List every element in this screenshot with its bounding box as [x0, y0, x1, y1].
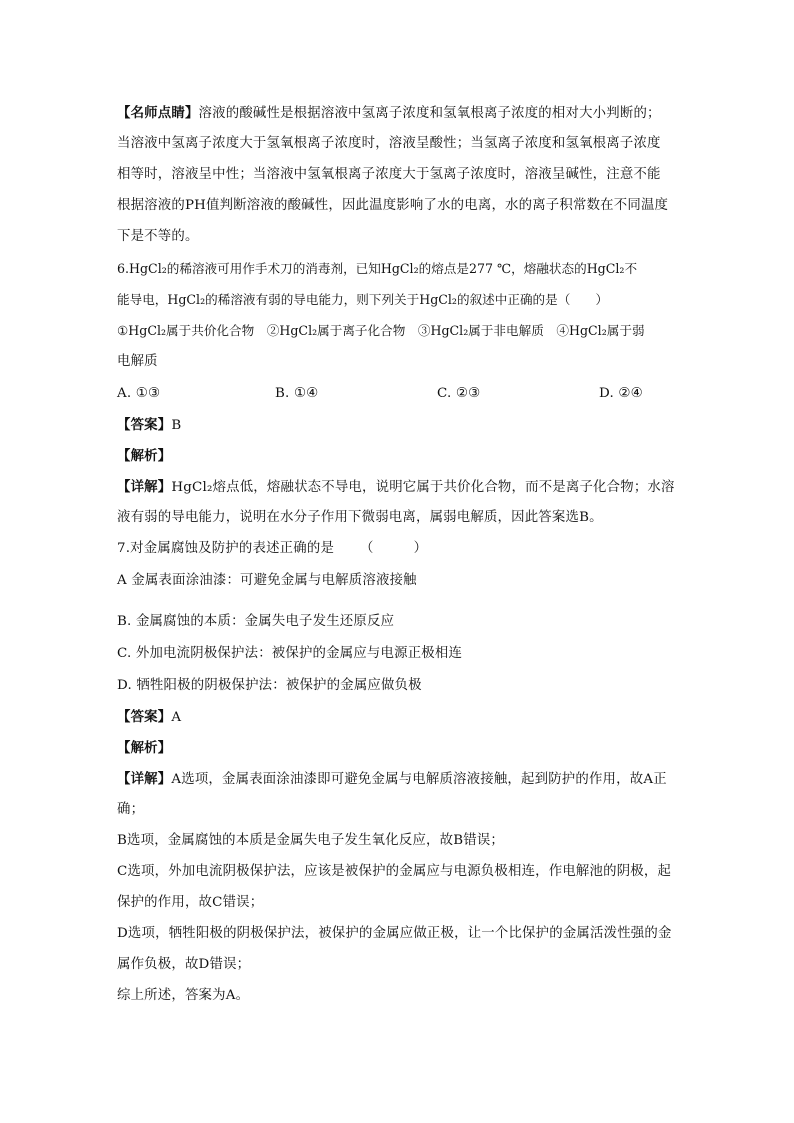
q6-option-b: B. ①④ — [275, 386, 319, 401]
q7-detail-line-3: B选项，金属腐蚀的本质是金属失电子发生氧化反应，故B错误； — [117, 833, 505, 848]
q7-detail-tag: 【详解】 — [117, 771, 172, 787]
q7-detail-line-1 — [117, 770, 687, 789]
q7-detail-text-1: A选项，金属表面涂油漆即可避免金属与电解质溶液接触，起到防护的作用，故A正 — [171, 772, 667, 787]
q7-option-d: D. 牺牲阳极的阴极保护法：被保护的金属应做负极 — [117, 678, 422, 693]
q7-analysis-tag: 【解析】 — [117, 740, 172, 756]
q6-option-a: A. ①③ — [117, 386, 161, 401]
q6-answer-tag: 【答案】 — [117, 417, 172, 433]
q6-stem-line-1: 6.HgCl₂的稀溶液可用作手术刀的消毒剂，已知HgCl₂的熔点是277 ℃，熔融状态的HgCl₂不 — [117, 261, 638, 276]
q6-option-c: C. ②③ — [437, 386, 481, 401]
q7-option-a: A 金属表面涂油漆：可避免金属与电解质溶液接触 — [117, 573, 417, 588]
q6-stem-line-2: 能导电，HgCl₂的稀溶液有弱的导电能力，则下列关于HgCl₂的叙述中正确的是（ ） — [117, 292, 609, 307]
q7-detail-line-8: 综上所述，答案为A。 — [117, 988, 250, 1003]
explain5-line-4: 根据溶液的PH值判断溶液的酸碱性，因此温度影响了水的电离，水的离子积常数在不同温度 — [117, 198, 669, 213]
q7-paren-open: （ — [360, 541, 374, 556]
q7-detail-line-6: D选项，牺牲阳极的阴极保护法，被保护的金属应做正极，让一个比保护的金属活泼性强的金 — [117, 926, 672, 941]
q6-option-d: D. ②④ — [599, 386, 643, 401]
q7-option-b: B. 金属腐蚀的本质：金属失电子发生还原反应 — [117, 614, 395, 629]
q7-detail-line-2: 确； — [117, 802, 145, 817]
q7-answer: A — [171, 710, 182, 725]
q7-answer-tag: 【答案】 — [117, 709, 172, 725]
q7-detail-line-7: 属作负极，故D错误； — [117, 957, 251, 972]
explain5-tag: 【名师点睛】 — [117, 105, 199, 121]
q7-option-c: C. 外加电流阴极保护法：被保护的金属应与电源正极相连 — [117, 646, 463, 661]
q6-items-line-1: ①HgCl₂属于共价化合物 ②HgCl₂属于离子化合物 ③HgCl₂属于非电解质 ④HgCl₂属于弱 — [117, 323, 645, 338]
q6-answer-line — [117, 416, 687, 435]
explain5-line-5: 下是不等的。 — [117, 229, 199, 244]
q6-options-row — [117, 385, 687, 403]
explain5-text-1: 溶液的酸碱性是根据溶液中氢离子浓度和氢氧根离子浓度的相对大小判断的； — [198, 106, 661, 121]
q6-analysis-tag: 【解析】 — [117, 448, 172, 464]
explain5-line-2: 当溶液中氢离子浓度大于氢氧根离子浓度时，溶液呈酸性；当氢离子浓度和氢氧根离子浓度 — [117, 136, 661, 151]
q6-detail-tag: 【详解】 — [117, 479, 172, 495]
q7-detail-line-5: 保护的作用，故C错误； — [117, 895, 264, 910]
q7-detail-line-4: C选项，外加电流阴极保护法，应该是被保护的金属应与电源负极相连，作电解池的阴极，起 — [117, 864, 672, 879]
q7-paren-close: ） — [413, 541, 428, 556]
q6-items-line-2: 电解质 — [117, 354, 158, 369]
q7-stem: 7.对金属腐蚀及防护的表述正确的是 — [117, 541, 335, 556]
q7-stem-line — [117, 540, 687, 558]
explain5-line-3: 相等时，溶液呈中性；当溶液中氢氧根离子浓度大于氢离子浓度时，溶液呈碱性，注意不能 — [117, 167, 661, 182]
explain5-line-1 — [117, 104, 687, 123]
q7-answer-line — [117, 708, 687, 727]
q6-answer: B — [171, 418, 182, 433]
q6-detail-text-1: HgCl₂熔点低，熔融状态不导电，说明它属于共价化合物，而不是离子化合物；水溶 — [171, 480, 675, 495]
q6-detail-line-2: 液有弱的导电能力，说明在水分子作用下微弱电离，属弱电解质，因此答案选B。 — [117, 510, 603, 525]
q6-detail-line-1 — [117, 478, 687, 497]
